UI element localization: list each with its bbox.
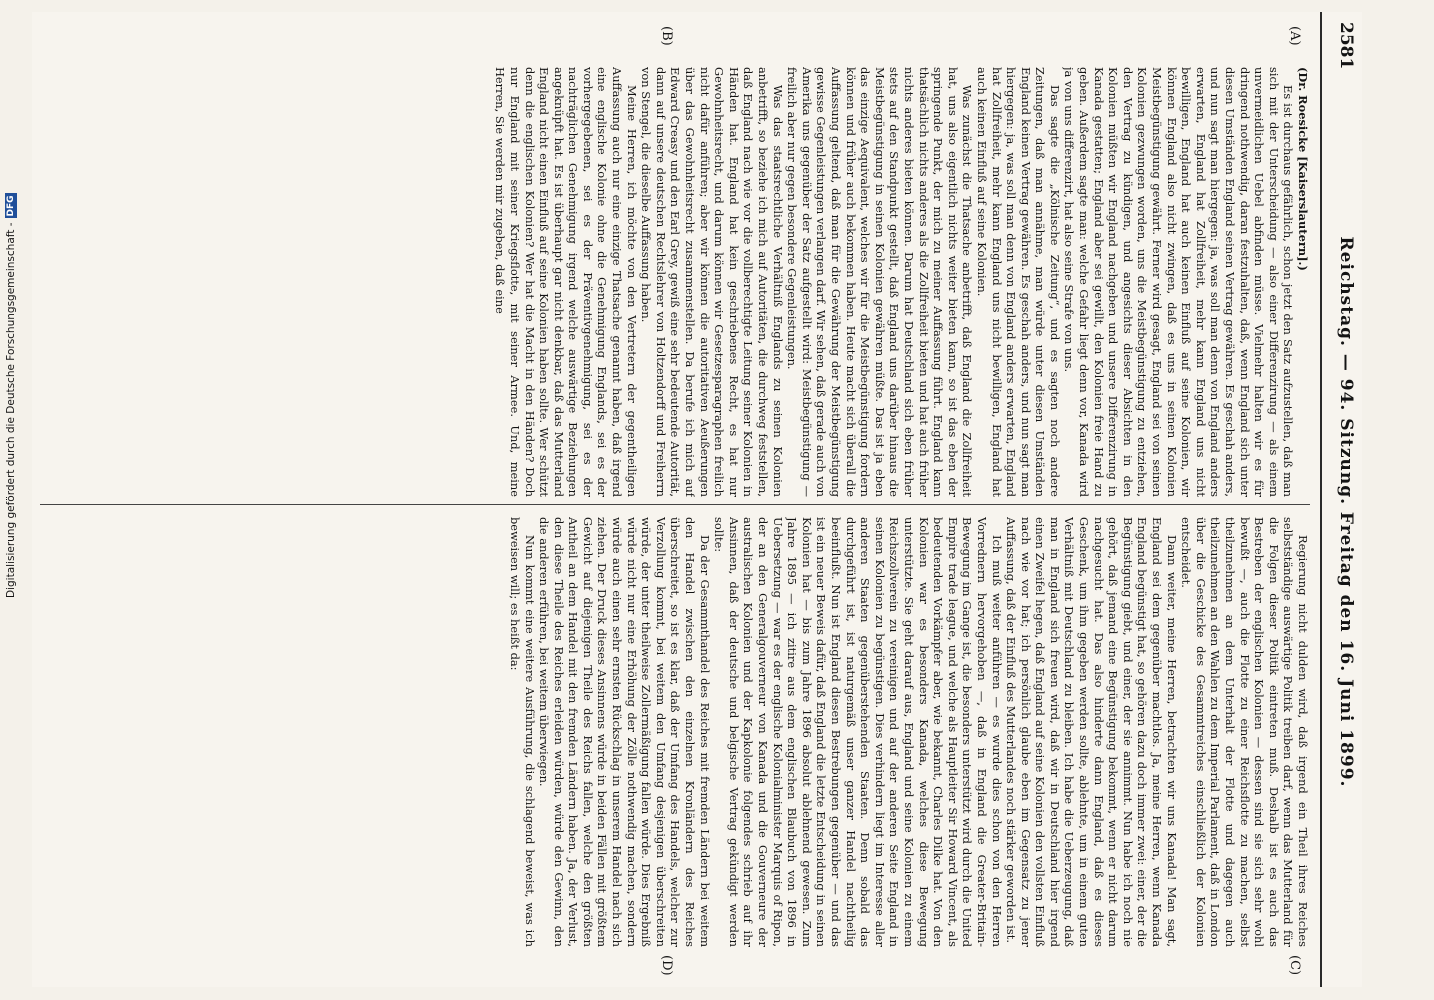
paragraph: Regierung nicht dulden wird, daß irgend ein Theil ihres Reiches selbstständige auswärtige Politik treiben darf, wenn das Mutterland für die Folgen dieser Politik eintreten muß. Deshalb ist es auch das Bestreben der englischen Kolonien — dessen sind sie sich sehr wohl bewußt —, auch die Flotte zu einer Reichsflotte zu machen, selbst theilzunehmen an dem Unterhalt der Flotte und dagegen auch theilzunehmen an den Wahlen zu dem Imperial Parlament, daß in London über die Geschicke des Gesammtreiches einschließlich der Kolonien entscheidet. — [1179, 517, 1310, 947]
marker-a: (A) — [1287, 26, 1302, 46]
paragraph: Da der Gesammthandel des Reiches mit fremden Ländern bei weitem den Handel zwischen den einzelnen Kronländern des Reiches überschreitet, so ist es klar, daß der Umfang des Handels, welcher zur Verzollung kommt, bei weitem den Umfang desjenigen überschreiten würde, der unter theilweise Zollermäßigung fallen würde. Dies Ergebniß würde nicht nur eine Erhöhung der Zölle nothwendig machen, sondern würde auch einen sehr ernsten Rückschlag in unserem Handel nach sich ziehen. Der Druck dieses Ansinnens würde in beiden Fällen mit größtem Gewicht auf diejenigen Theile des Reichs fallen, welche den größten Antheil an dem Handel mit den fremden Ländern haben. Ja, der Verlust, den diese Theile des Reiches erleiden würden, würde den Gewinn, den die anderen erführen, bei weitem überwiegen. — [537, 517, 712, 947]
paragraph: Was das staatsrechtliche Verhältniß Englands zu seinen Kolonien anbetrifft, so beziehe ich mich auf Autoritäten, die durchweg feststellen, daß England nach wie vor die vollberechtigte Leitung seiner Kolonien in Händen hat. England hat kein geschriebenes Recht, es hat nur Gewohnheitsrecht, und darum können wir Gesetzesparagraphen freilich nicht dafür anführen; aber wir können die autoritativen Aeußerungen über das Gewohnheitsrecht zusammenstellen. Da berufe ich mich auf Edward Creasy und den Earl Grey, gewiß eine sehr bedeutende Autorität, dann auf unsere deutschen Rechtslehrer von Holtzendorff und Freiherrn von Stengel, die dieselbe Auffassung haben. — [639, 67, 785, 497]
speaker-label: (Dr. Roesicke [Kaiserslautern].) — [1296, 67, 1310, 271]
page-title: Reichstag. — 94. Sitzung. Freitag den 16. Juni 1899. — [1336, 236, 1356, 788]
left-column-text — [493, 67, 1296, 497]
paragraph: Meine Herren, ich möchte von den Vertretern der gegentheiligen Auffassung auch nur eine einzige Thatsache genannt haben, daß irgend eine englische Kolonie ohne die Genehmigung Englands, sei es der vorhergegebenen, sei es der Präventivgenehmigung, sei es der nachträglichen Genehmigung irgend welche auswärtige Beziehungen angeknüpft hat. Es ist überhaupt gar nicht denkbar, daß das Mutterland England nicht einen Einfluß auf seine Kolonien haben sollte. Wer schützt denn die englischen Kolonien? Wer hat die Macht in den Händen? Doch nur England mit seiner Kriegsflotte, mit seiner Armee. Und, meine Herren, Sie werden mir zugeben, daß eine — [493, 67, 639, 497]
paragraph: Nun kommt eine weitere Ausführung, die schlagend beweist, was ich beweisen will; es heißt da: — [507, 517, 537, 947]
page-header — [1322, 12, 1362, 987]
paragraph: Es ist durchaus gefährlich, schon jetzt den Satz aufzustellen, daß man sich mit der Unterscheidung — also einer Differenzirung — als einem unvermeidlichen Uebel abfinden müsse. Vielmehr halten wir es für dringend nothwendig, daran festzuhalten, daß, wenn England sich unter diesen Umständen England seinen Vertrag gewähren. Es geschah anders, und nun sagt man hiergegen: ja, was soll man denn von England anders erwarten, England hat Zollfreiheit, mehr kann England uns nicht bewilligen, England hat auch keinen Einfluß auf seine Kolonien, wir können England also nicht zwingen, daß es uns in seinen Kolonien Meistbegünstigung gewährt. Ferner wird gesagt, England sei von seinen Kolonien gezwungen worden, uns die Meistbegünstigung zu entziehen, den Vertrag zu kündigen, und angesichts dieser Absichten in den Kolonien müßten wir England nachgeben und unsere Differenzirung in Kanada gestatten; England aber sei gewillt, den Kolonien freie Hand zu geben. Außerdem sagte man: welche Gefahr liegt denn vor, Kanada wird ja von uns differenzirt, hat also seine Strafe von uns. — [1062, 67, 1296, 497]
paragraph: Ich muß weiter anführen — es wurde dies schon von den Herren Vorrednern hervorgehoben —, daß in England die Greater-Britain-Bewegung im Gange ist, die besonders unterstützt wird durch die United Empire trade league, und welche als Hauptleiter Sir Howard Vincent, als bedeutenden Vorkämpfer aber, wie bekannt, Charles Dilke hat. Von den Kolonien war es besonders Kanada, welches diese Bewegung unterstützte. Sie geht darauf aus, England und seine Kolonien zu einem Reichszollverein zu vereinigen und auf der anderen Seite England in seinen Kolonien zu begünstigen. Dies verhindern liegt im Interesse aller anderen Staaten gegenüberstehenden Staaten. Denn sobald das durchgeführt ist, ist naturgemäß unser ganzer Handel nachtheilig beeinflußt. Nun ist England diesen Bestrebungen gegenüber — und das ist ein neuer Beweis dafür, daß England die letzte Entscheidung in seinen Kolonien hat — bis zum Jahre 1896 absolut ablehnend gewesen. Zum Jahre 1895 — ich zitire aus dem englischen Blaubuch von 1896 in Uebersetzung — war es der englische Kolonialminister Marquis of Ripon, der an den Generalgouverneur von Kanada und die Gouverneure der australischen Kolonien und der Kapkolonie folgendes schrieb auf ihr Ansinnen, daß der deutsche und belgische Vertrag gekündigt werden sollte: — [712, 517, 1004, 947]
funding-text: Digitalisierung gefördert durch die Deutsche Forschungsgemeinschaft - — [5, 222, 17, 598]
page-number: 2581 — [1336, 22, 1356, 70]
header-rule — [1320, 12, 1322, 987]
right-column-text — [507, 517, 1310, 947]
paragraph: Das sagte die „Kölnische Zeitung“, und es sagten noch andere Zeitungen, daß man annähme, man würde unter diesen Umständen England keinen Vertrag gewähren. Es geschah anders, und nun sagt man hiergegen: ja, was soll man denn von England anders erwarten, England hat Zollfreiheit, mehr kann England uns nicht bewilligen, England hat auch keinen Einfluß auf seine Kolonien. — [974, 67, 1062, 497]
right-column — [44, 517, 1310, 947]
left-column — [44, 67, 1310, 497]
marker-d: (D) — [659, 955, 674, 976]
funding-note — [3, 195, 19, 598]
rotated-page — [32, 12, 1362, 987]
dfg-logo: DFG — [6, 195, 16, 217]
column-divider — [40, 504, 1310, 505]
paragraph: Was zunächst die Thatsache anbetrifft, daß England die Zollfreiheit hat, uns also eigentlich nichts weiter bieten kann, so ist das eben der springende Punkt, der mich zu meiner Auffassung führt. England kann thatsächlich nichts anderes als die Zollfreiheit bieten und hat auch früher nichts anderes bieten können. Darum hat Deutschland sich eben früher stets auf den Standpunkt gestellt, daß England uns darüber hinaus die Meistbegünstigung in seinen Kolonien gewähren müßte. Das ist ja eben das einzige Aequivalent, welches wir für die Meistbegünstigung fordern können und früher auch bekommen haben. Heute macht sich überall die Auffassung geltend, daß man für die Gewährung der Meistbegünstigung gewisse Gegenleistungen verlangen darf. Wir sehen, daß gerade auch von Amerika uns gegenüber der Satz aufgestellt wird: Meistbegünstigung — freilich aber nur gegen besondere Gegenleistungen. — [785, 67, 975, 497]
paragraph: Dann weiter, meine Herren, betrachten wir uns Kanada! Man sagt, England sei dem gegenüber machtlos. Ja, meine Herren, wenn Kanada England begünstigt hat, so gehören dazu doch immer zwei: einer, der die Begünstigung giebt, und einer, der sie annimmt. Nun habe ich noch nie gehört, daß jemand eine Begünstigung bekommt, wenn er nicht darum nachgesucht hat. Das also hinderte dann England, daß es dieses Geschenk, um ihm gegeben werden sollte, ablehnte, um in einem guten Verhältniß mit Deutschland zu bleiben. Ich habe die Ueberzeugung, daß man in England sich freuen wird, daß wir in Deutschland hier irgend einen Zweifel hegen, daß England auf seine Kolonien den vollsten Einfluß nach wie vor hat; ich persönlich glaube eben im Gegensatz zu jener Auffassung, daß der Einfluß des Mutterlandes noch stärker geworden ist. — [1004, 517, 1179, 947]
marker-b: (B) — [659, 26, 674, 46]
marker-c: (C) — [1287, 955, 1302, 976]
